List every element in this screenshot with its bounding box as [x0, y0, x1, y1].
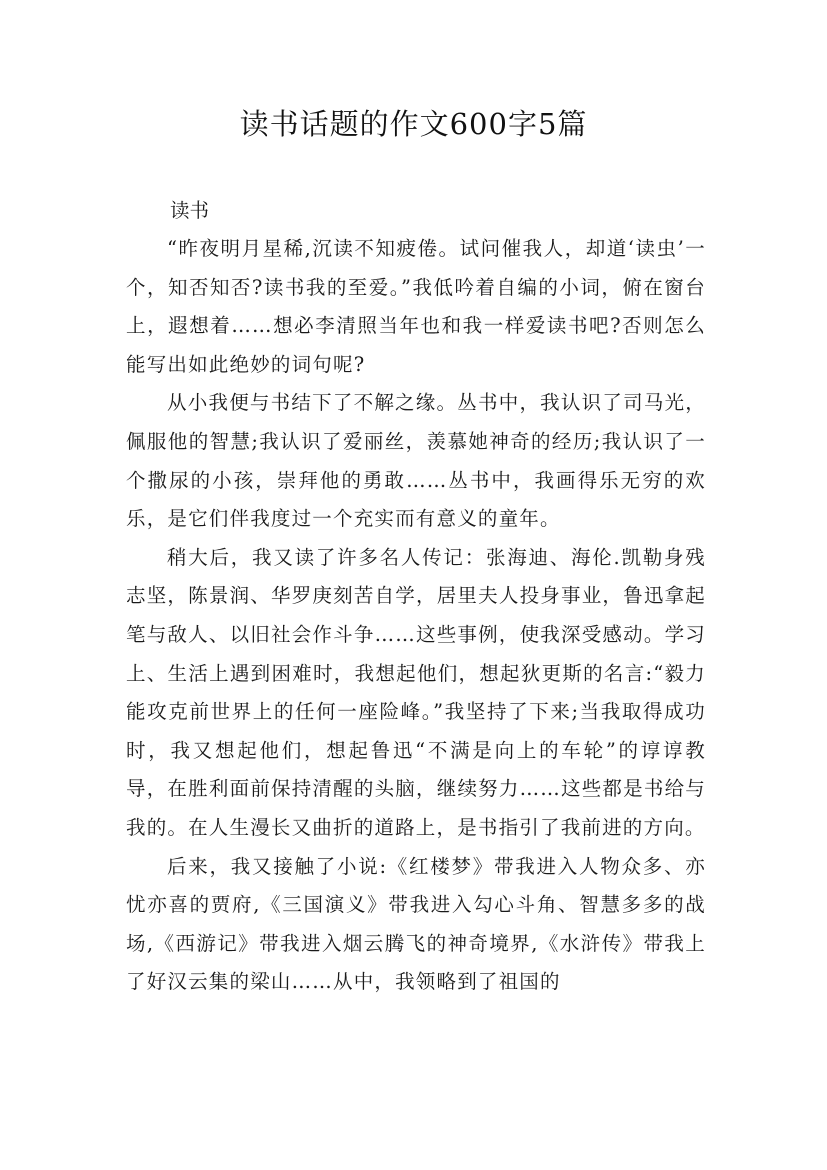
document-body [126, 192, 706, 1002]
paragraph-2: 从小我便与书结下了不解之缘。丛书中，我认识了司马光，佩服他的智慧;我认识了爱丽丝，羡慕她神奇的经历;我认识了一个撒尿的小孩，崇拜他的勇敢……丛书中，我画得乐无穷的欢乐，是它们伴我度过一个充实而有意义的童年。 [126, 391, 706, 531]
paragraph-1: “昨夜明月星稀,沉读不知疲倦。试问催我人，却道‘读虫’一个，知否知否?读书我的至爱。”我低吟着自编的小词，俯在窗台上，遐想着……想必李清照当年也和我一样爱读书吧?否则怎么能写出如此绝妙的词句呢? [126, 237, 706, 376]
paragraph-4: 后来，我又接触了小说:《红楼梦》带我进入人物众多、亦忧亦喜的贾府,《三国演义》带我进入勾心斗角、智慧多多的战场,《西游记》带我进入烟云腾飞的神奇境界,《水浒传》带我上了好汉云集的梁山……从中，我领略到了祖国的 [126, 854, 706, 994]
section-heading: 读书 [170, 199, 210, 222]
document-title: 读书话题的作文600字5篇 [239, 107, 588, 141]
paragraph-3: 稍大后，我又读了许多名人传记：张海迪、海伦.凯勒身残志坚，陈景润、华罗庚刻苦自学，居里夫人投身事业，鲁迅拿起笔与敌人、以旧社会作斗争……这些事例，使我深受感动。学习上、生活上遇到困难时，我想起他们，想起狄更斯的名言:“毅力能攻克前世界上的任何一座险峰。”我坚持了下来;当我取得成功时，我又想起他们，想起鲁迅“不满是向上的车轮”的谆谆教导，在胜利面前保持清醒的头脑，继续努力……这些都是书给与我的。在人生漫长又曲折的道路上，是书指引了我前进的方向。 [126, 545, 706, 839]
